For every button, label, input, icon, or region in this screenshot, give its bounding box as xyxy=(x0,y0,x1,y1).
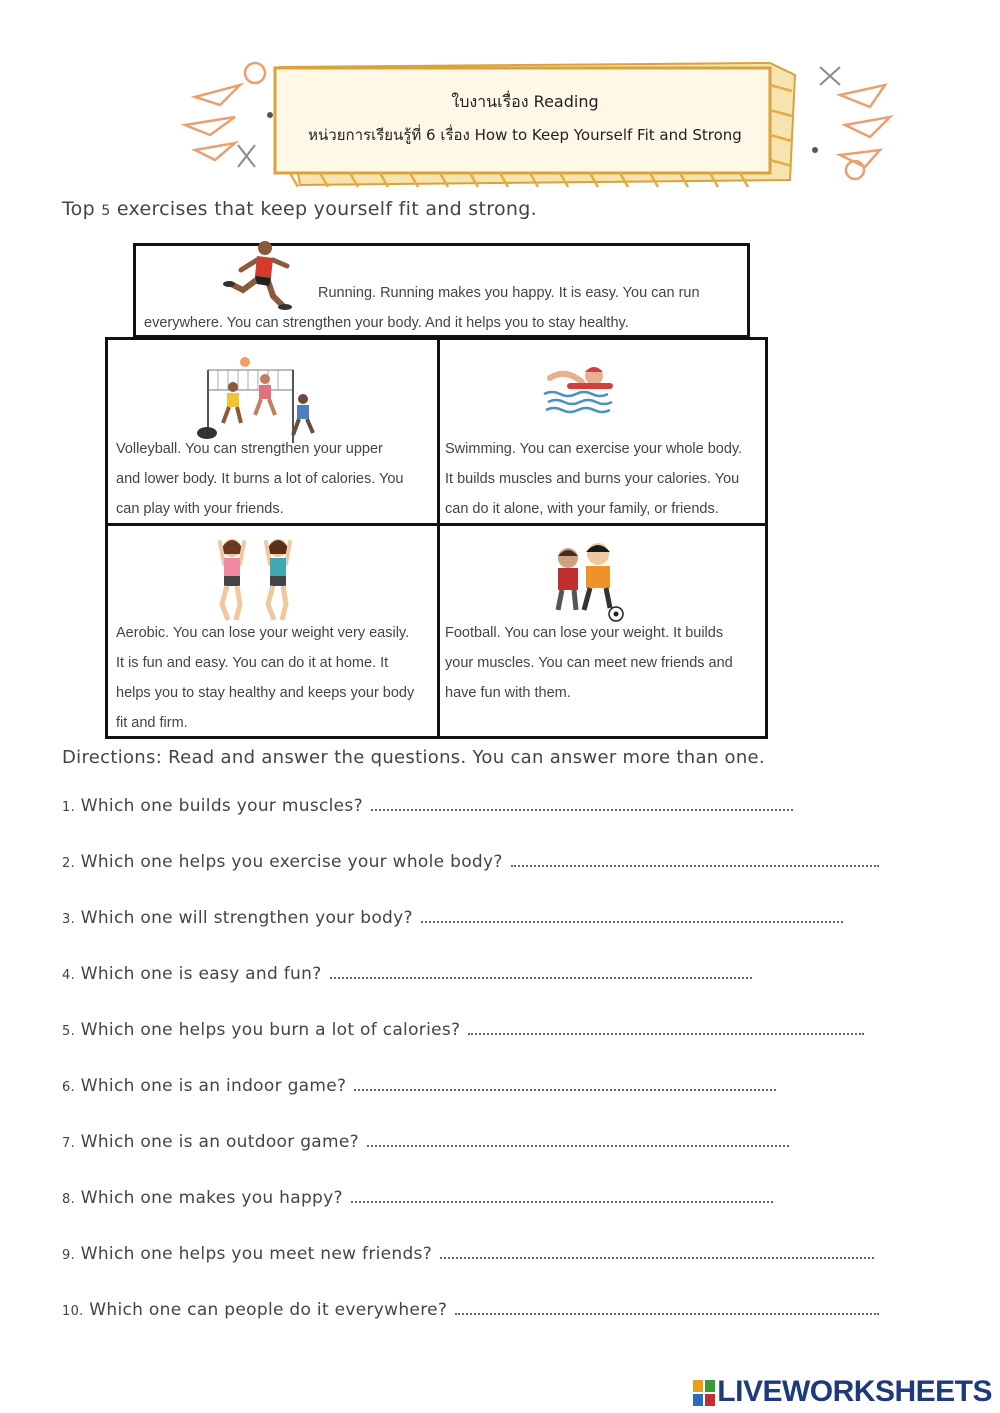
question-7 xyxy=(62,1132,789,1152)
volleyball-line-1: Volleyball. You can strengthen your upper xyxy=(116,441,383,457)
swimming-card xyxy=(440,340,765,523)
question-text: Which one makes you happy? xyxy=(80,1188,343,1208)
football-line-1: Football. You can lose your weight. It builds xyxy=(445,625,724,641)
question-number: 5. xyxy=(62,1024,76,1039)
answer-line-7[interactable] xyxy=(367,1143,789,1147)
question-4 xyxy=(62,964,752,984)
question-5 xyxy=(62,1020,864,1040)
question-text: Which one helps you exercise your whole body? xyxy=(80,852,503,872)
intro-line xyxy=(62,198,537,220)
answer-line-9[interactable] xyxy=(440,1255,874,1259)
runner-illustration xyxy=(221,240,301,312)
aerobic-line-3: helps you to stay healthy and keeps your body xyxy=(116,685,415,701)
question-number: 4. xyxy=(62,968,76,983)
volleyball-line-3: can play with your friends. xyxy=(116,501,284,517)
worksheet-subtitle: หน่วยการเรียนรู้ที่ 6 เรื่อง How to Keep Yourself Fit and Strong xyxy=(308,126,742,144)
logo-text: LIVEWORKSHEETS xyxy=(717,1375,992,1408)
football-line-2: your muscles. You can meet new friends and xyxy=(445,655,733,671)
question-number: 2. xyxy=(62,856,76,871)
exercise-grid xyxy=(105,337,768,739)
answer-line-6[interactable] xyxy=(354,1087,776,1091)
question-number: 7. xyxy=(62,1136,76,1151)
football-card xyxy=(440,526,765,736)
answer-line-3[interactable] xyxy=(421,919,843,923)
question-text: Which one is an outdoor game? xyxy=(80,1132,359,1152)
question-number: 10. xyxy=(62,1304,84,1319)
question-number: 3. xyxy=(62,912,76,927)
question-text: Which one builds your muscles? xyxy=(80,796,363,816)
answer-line-1[interactable] xyxy=(371,807,793,811)
question-8 xyxy=(62,1188,773,1208)
question-text: Which one helps you meet new friends? xyxy=(80,1244,433,1264)
answer-line-5[interactable] xyxy=(468,1031,864,1035)
intro-suffix: exercises that keep yourself fit and strong. xyxy=(110,198,537,220)
question-text: Which one is easy and fun? xyxy=(80,964,322,984)
question-3 xyxy=(62,908,843,928)
question-number: 9. xyxy=(62,1248,76,1263)
directions: Directions: Read and answer the questions. You can answer more than one. xyxy=(62,747,765,768)
answer-line-4[interactable] xyxy=(330,975,752,979)
question-number: 1. xyxy=(62,800,76,815)
running-line-2: everywhere. You can strengthen your body. And it helps you to stay healthy. xyxy=(144,315,629,331)
intro-number: 5 xyxy=(101,203,111,219)
question-1 xyxy=(62,796,793,816)
intro-prefix: Top xyxy=(62,198,102,220)
answer-line-8[interactable] xyxy=(351,1199,773,1203)
aerobic-illustration xyxy=(208,534,303,624)
volleyball-card xyxy=(108,340,437,523)
swimming-line-2: It builds muscles and burns your calories. You xyxy=(445,471,740,487)
aerobic-line-1: Aerobic. You can lose your weight very easily. xyxy=(116,625,410,641)
liveworksheets-mark-icon xyxy=(693,1380,715,1406)
football-line-3: have fun with them. xyxy=(445,685,571,701)
question-6 xyxy=(62,1076,776,1096)
question-2 xyxy=(62,852,879,872)
question-text: Which one can people do it everywhere? xyxy=(89,1300,448,1320)
question-9 xyxy=(62,1244,874,1264)
aerobic-line-2: It is fun and easy. You can do it at home. It xyxy=(116,655,389,671)
question-text: Which one will strengthen your body? xyxy=(80,908,413,928)
worksheet-title-thai: ใบงานเรื่อง Reading xyxy=(451,92,599,111)
running-line-1: Running. Running makes you happy. It is easy. You can run xyxy=(318,285,700,301)
football-illustration xyxy=(548,538,628,623)
running-card xyxy=(133,243,750,338)
question-number: 6. xyxy=(62,1080,76,1095)
volleyball-line-2: and lower body. It burns a lot of calories. You xyxy=(116,471,404,487)
question-text: Which one is an indoor game? xyxy=(80,1076,347,1096)
volleyball-illustration xyxy=(193,355,323,443)
question-10 xyxy=(62,1300,879,1320)
answer-line-10[interactable] xyxy=(455,1311,879,1315)
aerobic-card xyxy=(108,526,437,736)
answer-line-2[interactable] xyxy=(511,863,879,867)
liveworksheets-logo xyxy=(693,1375,992,1409)
swimming-line-1: Swimming. You can exercise your whole body. xyxy=(445,441,743,457)
swimming-line-3: can do it alone, with your family, or friends. xyxy=(445,501,719,517)
swimmer-illustration xyxy=(540,360,620,415)
question-number: 8. xyxy=(62,1192,76,1207)
question-text: Which one helps you burn a lot of calories? xyxy=(80,1020,461,1040)
aerobic-line-4: fit and firm. xyxy=(116,715,188,731)
